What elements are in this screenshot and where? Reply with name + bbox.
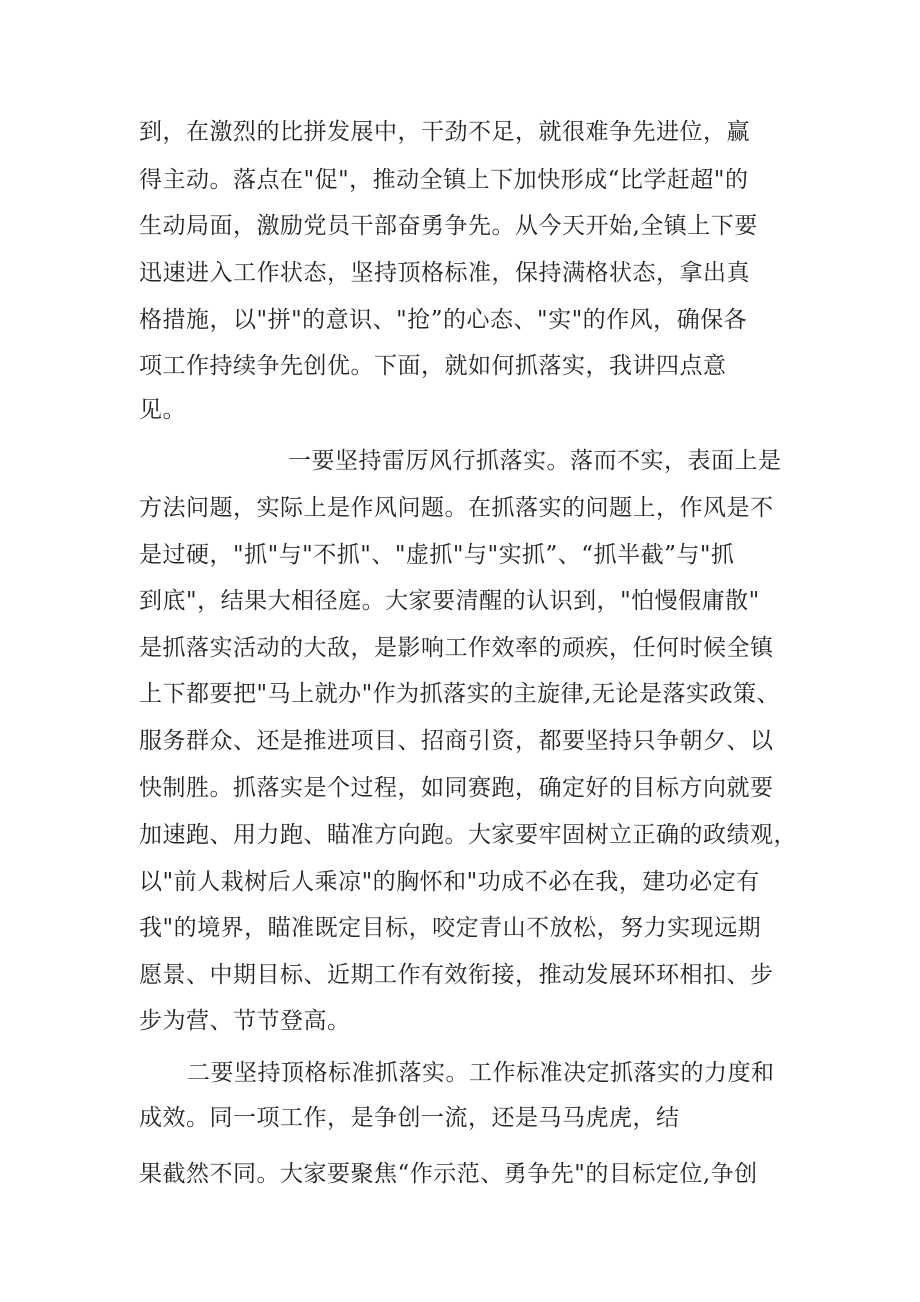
text-line: 步为营、节节登高。 [139,1008,351,1034]
text-line: 是过硬，"抓"与"不抓"、"虚抓"与"实抓”、“抓半截”与"抓 [139,542,735,568]
text-line: 到底"，结果大相径庭。大家要清醒的认识到，"怕慢假庸散" [139,588,760,614]
text-line: 成效。同一项工作，是争创一流，还是马马虎虎，结 [139,1105,680,1131]
text-line: 是抓落实活动的大敌，是影响工作效率的顽疾，任何时候全镇 [139,635,774,661]
text-line: 见。 [139,397,186,423]
text-line: 格措施，以"拼"的意识、"抢”的心态、"实"的作风，确保各 [139,307,748,333]
text-line: 加速跑、用力跑、瞄准方向跑。大家要牢固树立正确的政绩观， [139,822,797,848]
text-line: 上下都要把"马上就办"作为抓落实的主旋律,无论是落实政策、 [139,681,780,707]
text-line: 以"前人栽树后人乘凉"的胸怀和"功成不必在我，建功必定有 [139,869,760,895]
text-line: 果截然不同。大家要聚焦“作示范、勇争先"的目标定位,争创 [139,1161,758,1187]
text-line: 我"的境界，瞄准既定目标，咬定青山不放松，努力实现远期 [139,915,762,941]
text-line: 到，在激烈的比拼发展中，干劲不足，就很难争先进位，赢 [139,119,750,145]
text-line: 迅速进入工作状态，坚持顶格标准，保持满格状态，拿出真 [139,260,750,286]
paragraph-heading-1: 一要坚持雷厉风行抓落实。落而不实，表面上是 [288,448,782,474]
text-line: 生动局面，激励党员干部奋勇争先。从今天开始,全镇上下要 [139,213,758,239]
text-line: 方法问题，实际上是作风问题。在抓落实的问题上，作风是不 [139,495,774,521]
paragraph-heading-2: 二要坚持顶格标准抓落实。工作标准决定抓落实的力度和 [187,1060,775,1086]
text-line: 服务群众、还是推进项目、招商引资，都要坚持只争朝夕、以 [139,728,774,754]
text-line: 愿景、中期目标、近期工作有效衔接，推动发展环环相扣、步 [139,962,774,988]
text-line: 项工作持续争先创优。下面，就如何抓落实，我讲四点意 [139,353,727,379]
text-line: 快制胜。抓落实是个过程，如同赛跑，确定好的目标方向就要 [139,775,774,801]
text-line: 得主动。落点在"促"，推动全镇上下加快形成“比学赶超"的 [139,167,749,193]
